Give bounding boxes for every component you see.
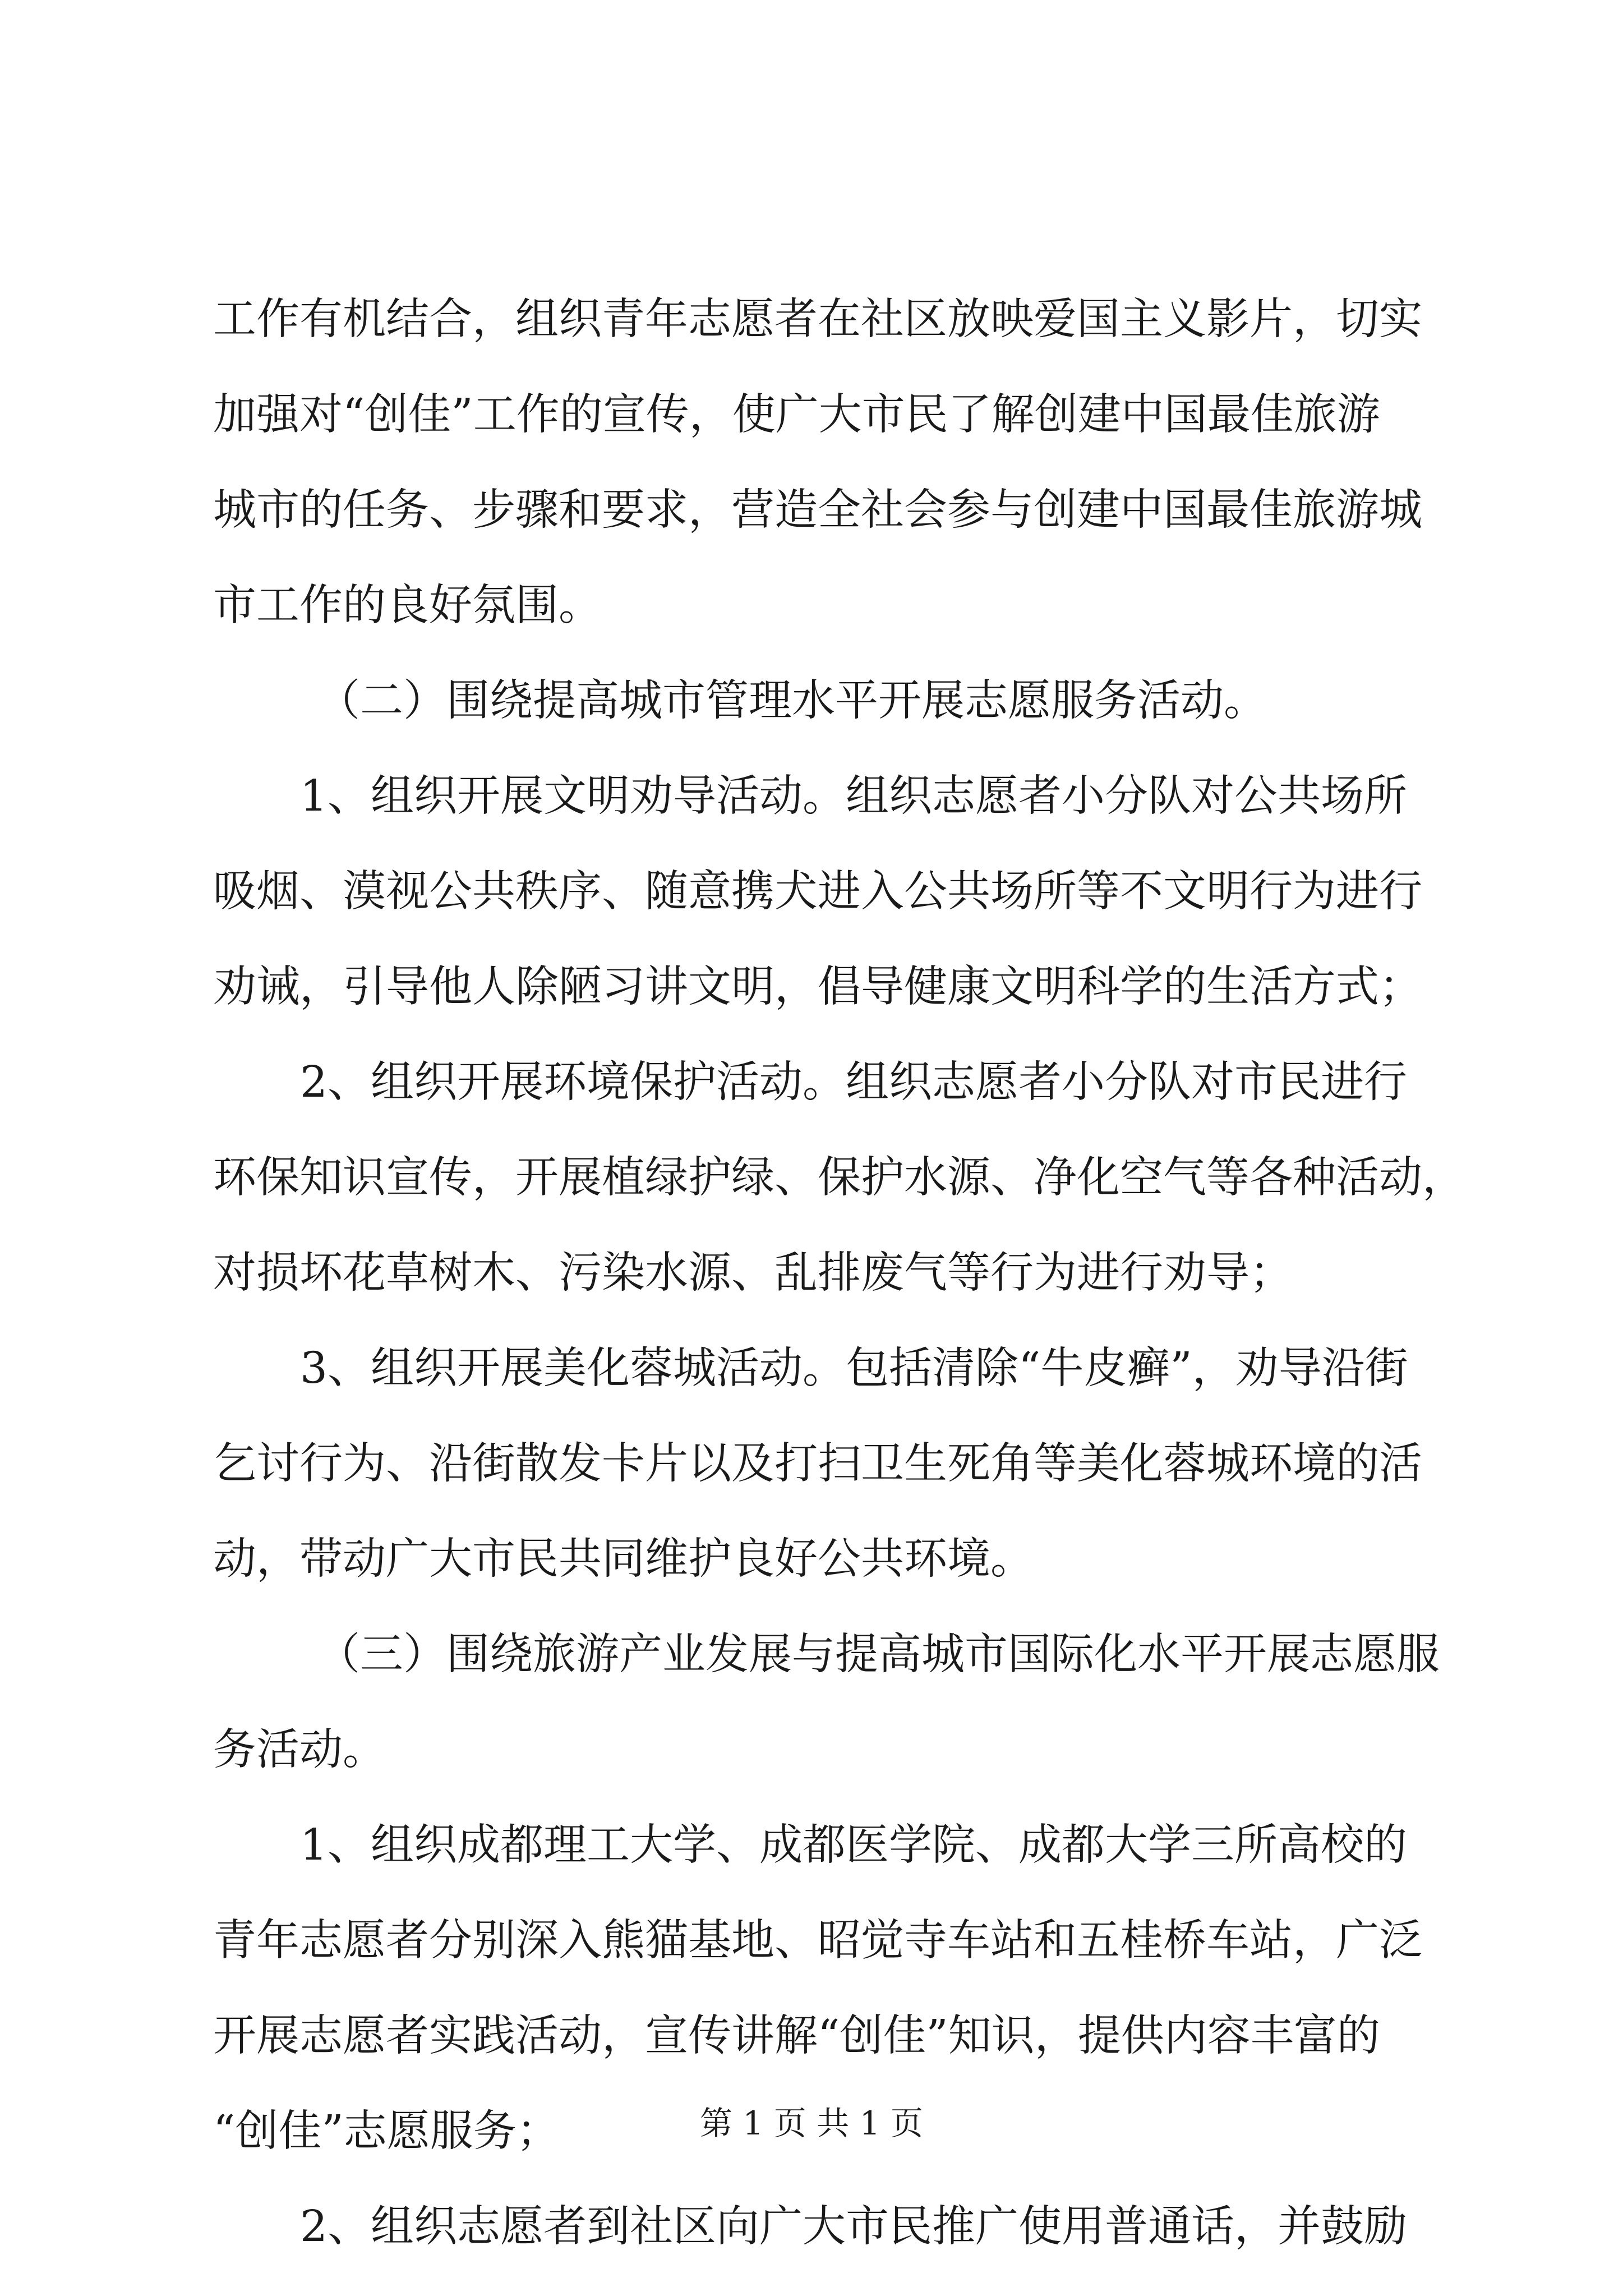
paragraph-line: 乞讨行为、沿街散发卡片以及打扫卫生死角等美化蓉城环境的活 [213,1439,1422,1489]
paragraph-line: 2、组织志愿者到社区向广大市民推广使用普通话，并鼓励 [300,2202,1407,2252]
document-body [213,272,1465,2275]
section-heading: （二）围绕提高城市管理水平开展志愿服务活动。 [317,676,1267,726]
paragraph-line: 环保知识宣传，开展植绿护绿、保护水源、净化空气等各种活动， [213,1153,1465,1203]
paragraph-line: 市工作的良好氛围。 [213,581,602,631]
paragraph-line: 1、组织成都理工大学、成都医学院、成都大学三所高校的 [300,1820,1407,1870]
paragraph-line: 1、组织开展文明劝导活动。组织志愿者小分队对公共场所 [300,771,1407,821]
paragraph-line: 劝诫，引导他人除陋习讲文明，倡导健康文明科学的生活方式； [213,962,1422,1012]
paragraph-line: 城市的任务、步骤和要求，营造全社会参与创建中国最佳旅游城 [213,485,1422,535]
paragraph-line: “创佳”志愿服务； [213,2106,560,2156]
paragraph-line: 对损坏花草树木、污染水源、乱排废气等行为进行劝导； [213,1248,1293,1298]
paragraph-line: 务活动。 [213,1725,386,1775]
paragraph-line: 2、组织开展环境保护活动。组织志愿者小分队对市民进行 [300,1057,1407,1107]
paragraph-line: 加强对“创佳”工作的宣传，使广大市民了解创建中国最佳旅游 [213,390,1380,440]
paragraph-line: 青年志愿者分别深入熊猫基地、昭觉寺车站和五桂桥车站，广泛 [213,1916,1422,1966]
page-number-footer: 第 1 页 共 1 页 [700,2104,923,2142]
paragraph-line: 开展志愿者实践活动，宣传讲解“创佳”知识，提供内容丰富的 [213,2011,1380,2061]
paragraph-line: 工作有机结合，组织青年志愿者在社区放映爱国主义影片，切实 [213,295,1422,344]
paragraph-line: 吸烟、漠视公共秩序、随意携犬进入公共场所等不文明行为进行 [213,867,1422,917]
section-heading: （三）围绕旅游产业发展与提高城市国际化水平开展志愿服 [317,1630,1440,1680]
paragraph-line: 3、组织开展美化蓉城活动。包括清除“牛皮癣”，劝导沿街 [300,1343,1408,1393]
paragraph-line: 动，带动广大市民共同维护良好公共环境。 [213,1534,1034,1584]
